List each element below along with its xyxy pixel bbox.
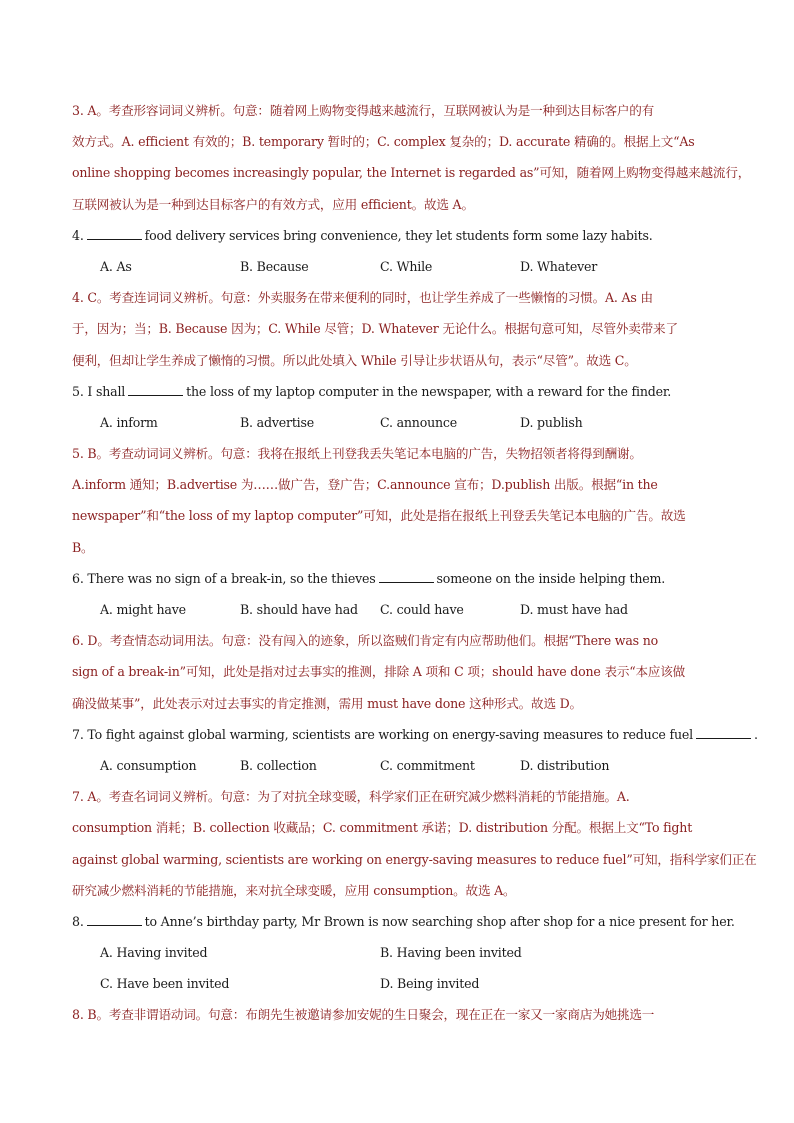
- question-text-before: 6. There was no sign of a break-in, so the thieves: [72, 570, 376, 586]
- question-text-after: someone on the inside helping them.: [436, 570, 666, 586]
- explanation-line: B。: [72, 539, 94, 555]
- answer-blank: [696, 737, 751, 739]
- question-text-after: to Anne’s birthday party, Mr Brown is now searching shop after shop for a nice present for her.: [144, 913, 735, 929]
- explanation-line: consumption 消耗；B. collection 收藏品；C. commitment 承诺；D. distribution 分配。根据上文“To fight: [72, 820, 693, 836]
- question-text-before: 5. I shall: [72, 383, 126, 399]
- explanation-line: A.inform 通知；B.advertise 为……做广告，登广告；C.announce 宣布；D.publish 出版。根据“in the: [72, 477, 658, 493]
- question-text-before: 7. To fight against global warming, scientists are working on energy-saving measures to reduce fuel: [72, 726, 693, 742]
- question-line: [72, 906, 735, 937]
- options-line: [72, 750, 732, 781]
- options-line: [72, 968, 732, 999]
- option-choice: A. consumption: [100, 757, 197, 773]
- answer-blank: [87, 238, 142, 240]
- explanation-line: 于，因为；当；B. Because 因为；C. While 尽管；D. Whatever 无论什么。根据句意可知，尽管外卖带来了: [72, 321, 678, 337]
- option-choice: B. advertise: [240, 414, 315, 430]
- explanation-line: 8. B。考查非谓语动词。句意：布朗先生被邀请参加安妮的生日聚会，现在正在一家又一家商店为她挑选一: [72, 1007, 655, 1023]
- answer-blank: [379, 581, 434, 583]
- explanation-line: online shopping becomes increasingly popular, the Internet is regarded as”可知，随着网上购物变得越来越流行，: [72, 165, 751, 181]
- option-choice: C. announce: [380, 414, 458, 430]
- question-line: [72, 719, 758, 750]
- option-choice: A. might have: [100, 602, 186, 617]
- question-text-after: the loss of my laptop computer in the newspaper, with a reward for the finder.: [186, 383, 672, 399]
- question-line: [72, 563, 732, 594]
- question-line: [72, 376, 732, 407]
- explanation-line: 4. C。考查连词词义辨析。句意：外卖服务在带来便利的同时，也让学生养成了一些懒惰的习惯。A. As 由: [72, 290, 653, 306]
- option-choice: B. Because: [240, 258, 309, 274]
- option-choice: D. must have had: [520, 602, 628, 617]
- option-choice: C. While: [380, 258, 433, 274]
- option-choice: A. inform: [100, 414, 158, 430]
- question-text-before: 8.: [72, 913, 84, 929]
- document-content: [72, 95, 758, 1031]
- answer-blank: [87, 924, 142, 926]
- question-text-after: .: [753, 726, 758, 742]
- options-line: [72, 407, 732, 438]
- option-choice: B. Having been invited: [380, 945, 522, 961]
- explanation-line: sign of a break-in”可知，此处是指对过去事实的推测，排除 A 项和 C 项；should have done 表示“本应该做: [72, 664, 686, 680]
- options-line: [72, 937, 732, 968]
- explanation-line: 研究减少燃料消耗的节能措施，来对抗全球变暖，应用 consumption。故选 A。: [72, 882, 516, 898]
- options-line: [72, 251, 732, 282]
- explanation-line: 5. B。考查动词词义辨析。句意：我将在报纸上刊登我丢失笔记本电脑的广告，失物招领者将得到酬谢。: [72, 446, 642, 462]
- option-choice: D. distribution: [520, 757, 610, 773]
- explanation-line: 便利，但却让学生养成了懒惰的习惯。所以此处填入 While 引导让步状语从句，表示“尽管”。故选 C。: [72, 352, 637, 368]
- explanation-line: 7. A。考查名词词义辨析。句意：为了对抗全球变暖，科学家们正在研究减少燃料消耗的节能措施。A.: [72, 789, 630, 805]
- question-text-before: 4.: [72, 227, 84, 243]
- explanation-line: 效方式。A. efficient 有效的；B. temporary 暂时的；C. complex 复杂的；D. accurate 精确的。根据上文“As: [72, 134, 695, 150]
- option-choice: A. Having invited: [100, 945, 208, 961]
- option-choice: D. publish: [520, 414, 583, 430]
- option-choice: C. could have: [380, 602, 464, 617]
- explanation-line: 确没做某事”，此处表示对过去事实的肯定推测，需用 must have done 这种形式。故选 D。: [72, 695, 582, 711]
- question-text-after: food delivery services bring convenience, they let students form some lazy habits.: [144, 227, 653, 243]
- option-choice: B. should have had: [240, 602, 358, 617]
- explanation-line: 互联网被认为是一种到达目标客户的有效方式，应用 efficient。故选 A。: [72, 196, 474, 212]
- explanation-line: 3. A。考查形容词词义辨析。句意：随着网上购物变得越来越流行，互联网被认为是一种到达目标客户的有: [72, 103, 655, 118]
- option-choice: C. Have been invited: [100, 976, 230, 992]
- explanation-line: 6. D。考查情态动词用法。句意：没有闯入的迹象，所以盗贼们肯定有内应帮助他们。根据“There was no: [72, 633, 659, 649]
- option-choice: C. commitment: [380, 757, 475, 773]
- option-choice: B. collection: [240, 757, 317, 773]
- option-choice: A. As: [100, 258, 132, 274]
- option-choice: D. Being invited: [380, 976, 480, 992]
- question-line: [72, 220, 732, 251]
- answer-blank: [128, 394, 183, 396]
- options-line: [72, 594, 732, 625]
- explanation-line: newspaper”和“the loss of my laptop computer”可知，此处是指在报纸上刊登丢失笔记本电脑的广告。故选: [72, 508, 686, 524]
- explanation-line: against global warming, scientists are working on energy-saving measures to reduce fuel”可知，指科学家们正在: [72, 851, 757, 867]
- option-choice: D. Whatever: [520, 258, 598, 274]
